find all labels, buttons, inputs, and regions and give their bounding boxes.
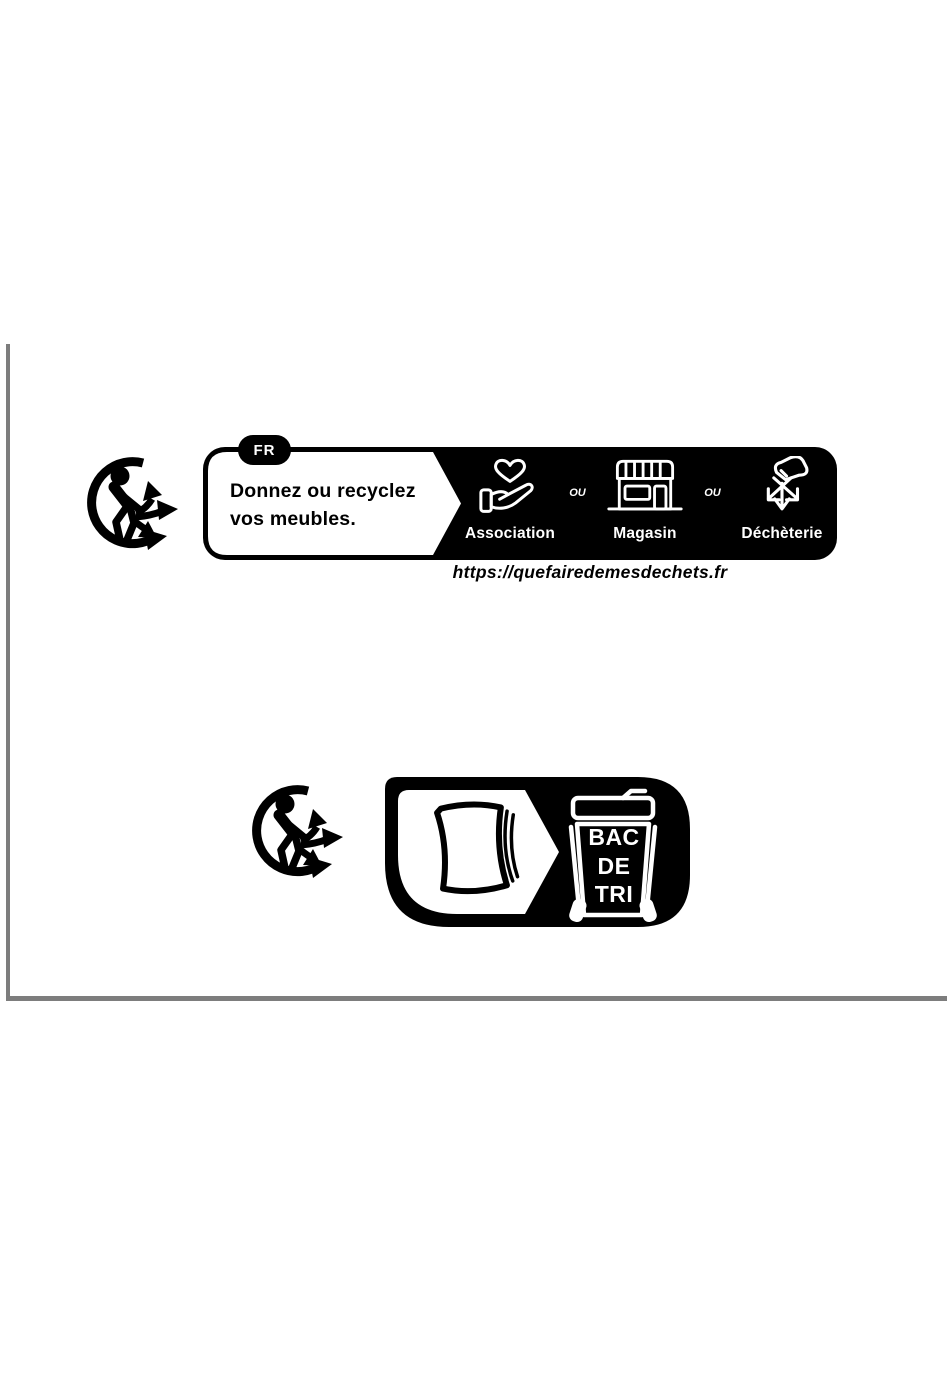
bin-text-line: TRI — [594, 881, 634, 907]
option-label: Association — [464, 525, 556, 542]
option-label: Magasin — [613, 525, 677, 542]
banner-message — [230, 477, 445, 533]
option-magasin — [595, 447, 695, 560]
info-url: https://quefairedemesdechets.fr — [452, 562, 728, 582]
banner-message-line2: vos meubles. — [230, 508, 356, 530]
bottom-horizontal-rule — [6, 996, 947, 1001]
hand-drop-arrows-icon — [748, 456, 816, 518]
country-badge — [238, 435, 291, 465]
bin-text — [574, 823, 654, 909]
left-vertical-rule — [6, 344, 10, 1000]
paper-sheets-icon — [437, 802, 518, 892]
hand-with-heart-icon — [472, 456, 548, 518]
separator-ou: OU — [569, 486, 586, 499]
triman-logo — [86, 453, 190, 553]
country-badge-label: FR — [253, 441, 276, 459]
bin-text-line: BAC — [588, 824, 640, 850]
option-label: Déchèterie — [741, 525, 823, 542]
option-association — [460, 447, 560, 560]
separator-ou: OU — [704, 486, 721, 499]
banner-message-line1: Donnez ou recyclez — [230, 480, 416, 502]
triman-logo — [251, 781, 355, 881]
bin-text-line: DE — [597, 852, 631, 879]
disposal-options-row — [460, 447, 834, 560]
storefront-icon — [605, 456, 685, 518]
option-decheterie — [730, 447, 834, 560]
